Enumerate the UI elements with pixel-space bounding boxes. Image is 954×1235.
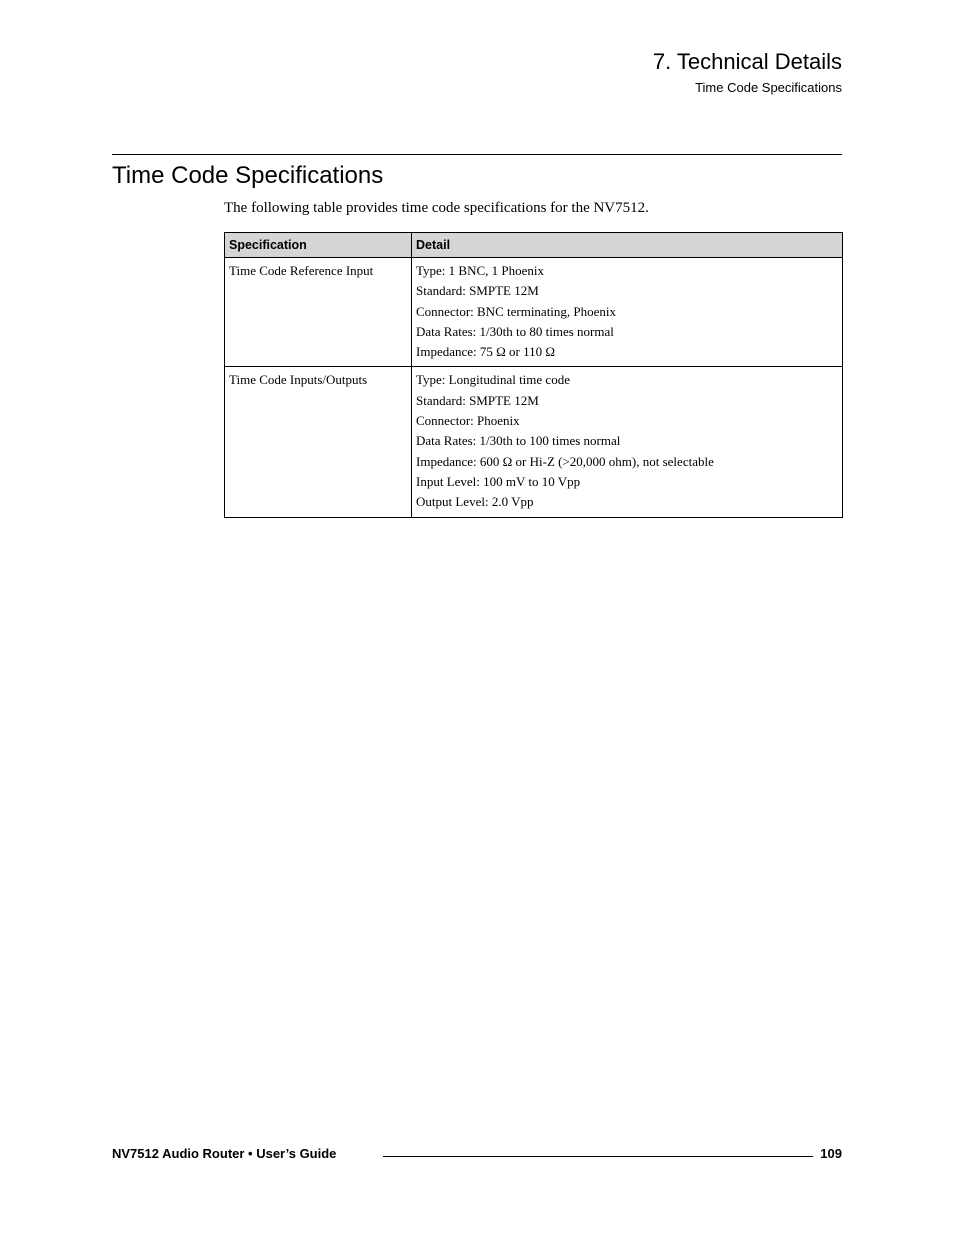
intro-paragraph: The following table provides time code specifications for the NV7512.: [224, 200, 649, 216]
spec-cell: Time Code Inputs/Outputs: [225, 367, 412, 517]
detail-line: Type: Longitudinal time code: [416, 372, 570, 388]
footer-divider: [383, 1156, 813, 1157]
detail-line: Connector: BNC terminating, Phoenix: [416, 303, 617, 319]
detail-line: Impedance: 600 Ω or Hi-Z (>20,000 ohm), not selectable: [416, 453, 714, 469]
header-divider: [112, 154, 842, 155]
footer-document-title: NV7512 Audio Router • User’s Guide: [112, 1146, 337, 1161]
detail-line: Standard: SMPTE 12M: [416, 283, 539, 299]
detail-line: Impedance: 75 Ω or 110 Ω: [416, 344, 556, 360]
spec-cell: Time Code Reference Input: [225, 258, 412, 367]
detail-line: Data Rates: 1/30th to 100 times normal: [416, 433, 621, 449]
table-row: [225, 258, 843, 367]
table-row: [225, 367, 843, 517]
table-header-row: [225, 233, 843, 258]
detail-cell: [412, 367, 843, 517]
column-header-specification: Specification: [225, 233, 412, 258]
page-number: 109: [820, 1146, 842, 1161]
detail-line: Standard: SMPTE 12M: [416, 392, 539, 408]
detail-line: Input Level: 100 mV to 10 Vpp: [416, 473, 581, 489]
detail-line: Connector: Phoenix: [416, 413, 520, 429]
chapter-subtitle: Time Code Specifications: [695, 80, 842, 95]
spec-table: [224, 232, 843, 518]
section-title: Time Code Specifications: [112, 162, 384, 189]
detail-line: Type: 1 BNC, 1 Phoenix: [416, 263, 545, 278]
chapter-title: 7. Technical Details: [652, 49, 842, 74]
detail-cell: [412, 258, 843, 367]
detail-line: Data Rates: 1/30th to 80 times normal: [416, 323, 614, 339]
column-header-detail: Detail: [412, 233, 843, 258]
detail-line: Output Level: 2.0 Vpp: [416, 494, 534, 510]
